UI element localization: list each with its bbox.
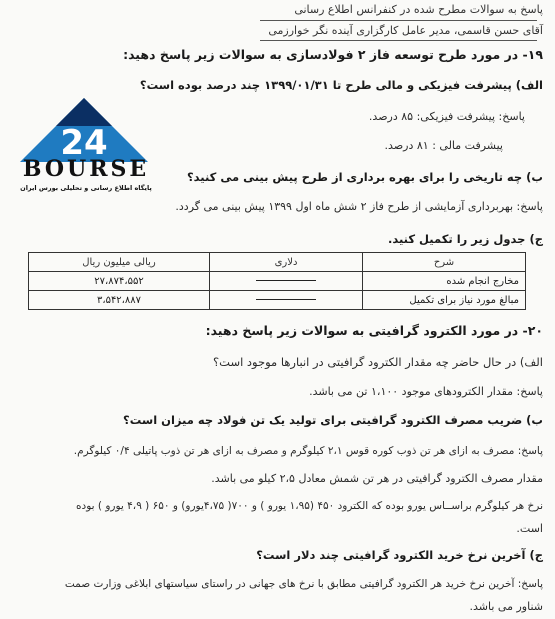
question-19-a: الف) پیشرفت فیزیکی و مالی طرح تا ۱۳۹۹/۰۱/۳۱ چند درصد بوده است؟ [139,78,543,92]
table-header-usd: دلاری [210,253,363,272]
answer-20-b-3: نرخ هر کیلوگرم براســاس یورو بوده که الکترود ۴۵۰ (۱،۹۵ یورو ) و ۷۰۰( ۴،۷۵یورو) و ۶۵۰ ( ۴،۹ یورو ) بوده [76,500,543,512]
answer-20-b-4: است. [516,522,543,535]
completion-table [28,252,526,310]
question-20-b: ب) ضریب مصرف الکترود گرافیتی برای تولید یک تن فولاد چه میزان است؟ [123,413,543,427]
answer-20-c-2: شناور می باشد. [469,600,543,613]
answer-20-b-2: مقدار مصرف الکترود گرافیتی در هر تن شمش معادل ۲،۵ کیلو می باشد. [211,472,543,485]
table-row [29,272,526,291]
header-underline-1 [260,20,537,21]
answer-20-b-1: پاسخ: مصرف به ازای هر تن ذوب کوره قوس ۲،۱ کیلوگرم و مصرف به ازای هر تن ذوب پاتیلی ۰/۴ کیلوگرم. [73,445,543,457]
logo-tagline: پایگاه اطلاع رسانی و تحلیلی بورس ایران [20,184,152,192]
bourse24-logo [8,92,160,196]
table-header-desc: شرح [363,253,526,272]
question-19-title: ۱۹- در مورد طرح توسعه فاز ۲ فولادسازی به سوالات زیر پاسخ دهید: [123,47,543,62]
table-header-row [29,253,526,272]
question-20-c: ج) آخرین نرخ خرید الکترود گرافیتی چند دلار است؟ [256,548,543,562]
answer-20-a: پاسخ: مقدار الکترودهای موجود ۱،۱۰۰ تن می باشد. [309,385,543,398]
table-cell-rial: ۲۷،۸۷۴،۵۵۲ [29,272,210,291]
answer-19-b: پاسخ: بهربرداری آزمایشی از طرح فاز ۲ شش ماه اول ۱۳۹۹ پیش بینی می گردد. [175,200,543,213]
question-20-a: الف) در حال حاضر چه مقدار الکترود گرافیتی در انبارها موجود است؟ [213,355,543,369]
answer-19-a-financial: پیشرفت مالی : ۸۱ درصد. [384,139,503,152]
answer-20-c-1: پاسخ: آخرین نرخ خرید هر الکترود گرافیتی مطابق با نرخ های جهانی در راستای سیاستهای ابلاغی وزارت صمت [64,578,543,590]
header-line-1: پاسخ به سوالات مطرح شده در کنفرانس اطلاع رسانی [294,3,543,16]
logo-mark-text: 24 [60,123,108,163]
table-cell-desc: مبالغ مورد نیاز برای تکمیل [363,291,526,310]
logo-wordmark: BOURSE [22,156,150,182]
header-line-2: آقای حسن قاسمی، مدیر عامل کارگزاری آینده نگر خوارزمی [268,24,543,37]
table-cell-rial: ۳،۵۴۲،۸۸۷ [29,291,210,310]
table-header-rial: ریالی میلیون ریال [29,253,210,272]
question-20-title: ۲۰- در مورد الکترود گرافیتی به سوالات زیر پاسخ دهید: [205,323,543,338]
question-19-b: ب) چه تاریخی را برای بهره برداری از طرح پیش بینی می کنید؟ [186,170,543,184]
logo-triangle-icon [8,92,160,164]
table-cell-usd-empty [210,272,363,291]
header-underline-2 [260,40,537,41]
table-cell-usd-empty [210,291,363,310]
answer-19-a-physical: پاسخ: پیشرفت فیزیکی: ۸۵ درصد. [368,110,525,123]
question-19-c: ج) جدول زیر را تکمیل کنید. [387,232,543,246]
table-row [29,291,526,310]
table-cell-desc: مخارج انجام شده [363,272,526,291]
